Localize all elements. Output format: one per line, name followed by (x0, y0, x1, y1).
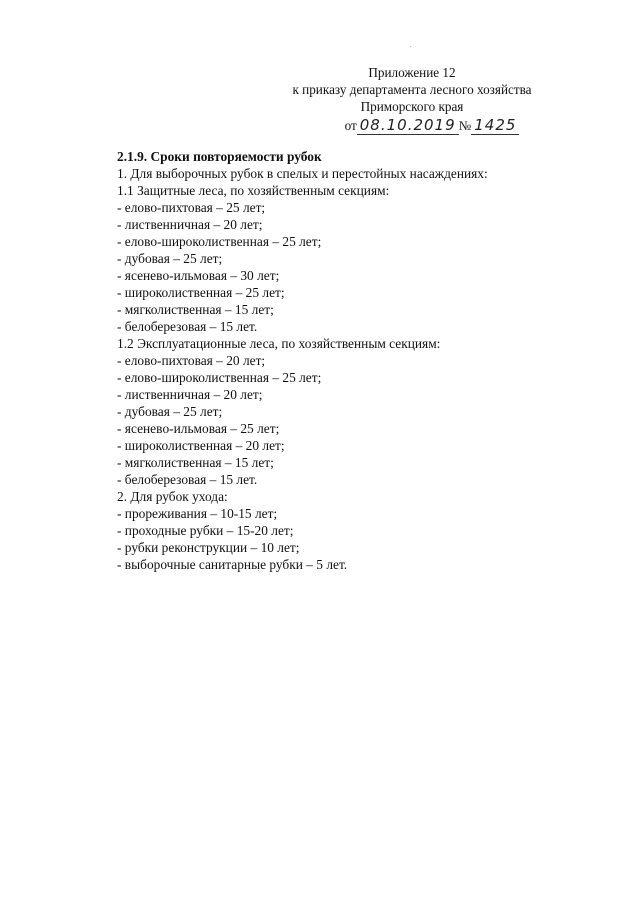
text-line: - елово-широколиственная – 25 лет; (117, 234, 322, 249)
date-prefix: от (344, 118, 357, 133)
handwritten-number: 1425 (474, 116, 517, 134)
scan-speck (410, 46, 411, 47)
text-line: - рубки реконструкции – 10 лет; (117, 540, 300, 555)
order-reference: к приказу департамента лесного хозяйства (292, 82, 532, 97)
section-heading: 2.1.9. Сроки повторяемости рубок (117, 149, 322, 164)
number-sign: № (458, 118, 472, 133)
text-line: - елово-пихтовая – 25 лет; (117, 200, 266, 215)
handwritten-date: 08.10.2019 (359, 116, 456, 134)
text-line: - широколиственная – 25 лет; (117, 285, 285, 300)
number-field (471, 117, 519, 135)
text-line: - дубовая – 25 лет; (117, 404, 223, 419)
text-line: - широколиственная – 20 лет; (117, 438, 285, 453)
document-body (117, 148, 537, 573)
text-line: - елово-широколиственная – 25 лет; (117, 370, 322, 385)
text-line: 1.1 Защитные леса, по хозяйственным секциям: (117, 183, 390, 198)
text-line: - ясеневo-ильмовая – 30 лет; (117, 268, 280, 283)
text-line: 1.2 Эксплуатационные леса, по хозяйственным секциям: (117, 336, 441, 351)
text-line: - лиственничная – 20 лет; (117, 387, 263, 402)
date-field (357, 117, 459, 135)
text-line: - мягколиственная – 15 лет; (117, 302, 274, 317)
appendix-header (262, 64, 562, 135)
text-line: - белоберезовая – 15 лет. (117, 319, 258, 334)
text-line: - лиственничная – 20 лет; (117, 217, 263, 232)
text-line: - ясеневo-ильмовая – 25 лет; (117, 421, 280, 436)
text-line: - елово-пихтовая – 20 лет; (117, 353, 266, 368)
text-line: - прореживания – 10-15 лет; (117, 506, 278, 521)
text-line: - мягколиственная – 15 лет; (117, 455, 274, 470)
text-line: - проходные рубки – 15-20 лет; (117, 523, 294, 538)
appendix-number: Приложение 12 (368, 65, 456, 80)
order-date-line (282, 117, 582, 135)
text-line: - белоберезовая – 15 лет. (117, 472, 258, 487)
text-line: - дубовая – 25 лет; (117, 251, 223, 266)
region-name: Приморского края (360, 99, 464, 114)
text-line: 2. Для рубок ухода: (117, 489, 228, 504)
text-line: - выборочные санитарные рубки – 5 лет. (117, 557, 348, 572)
text-line: 1. Для выборочных рубок в спелых и перестойных насаждениях: (117, 166, 488, 181)
